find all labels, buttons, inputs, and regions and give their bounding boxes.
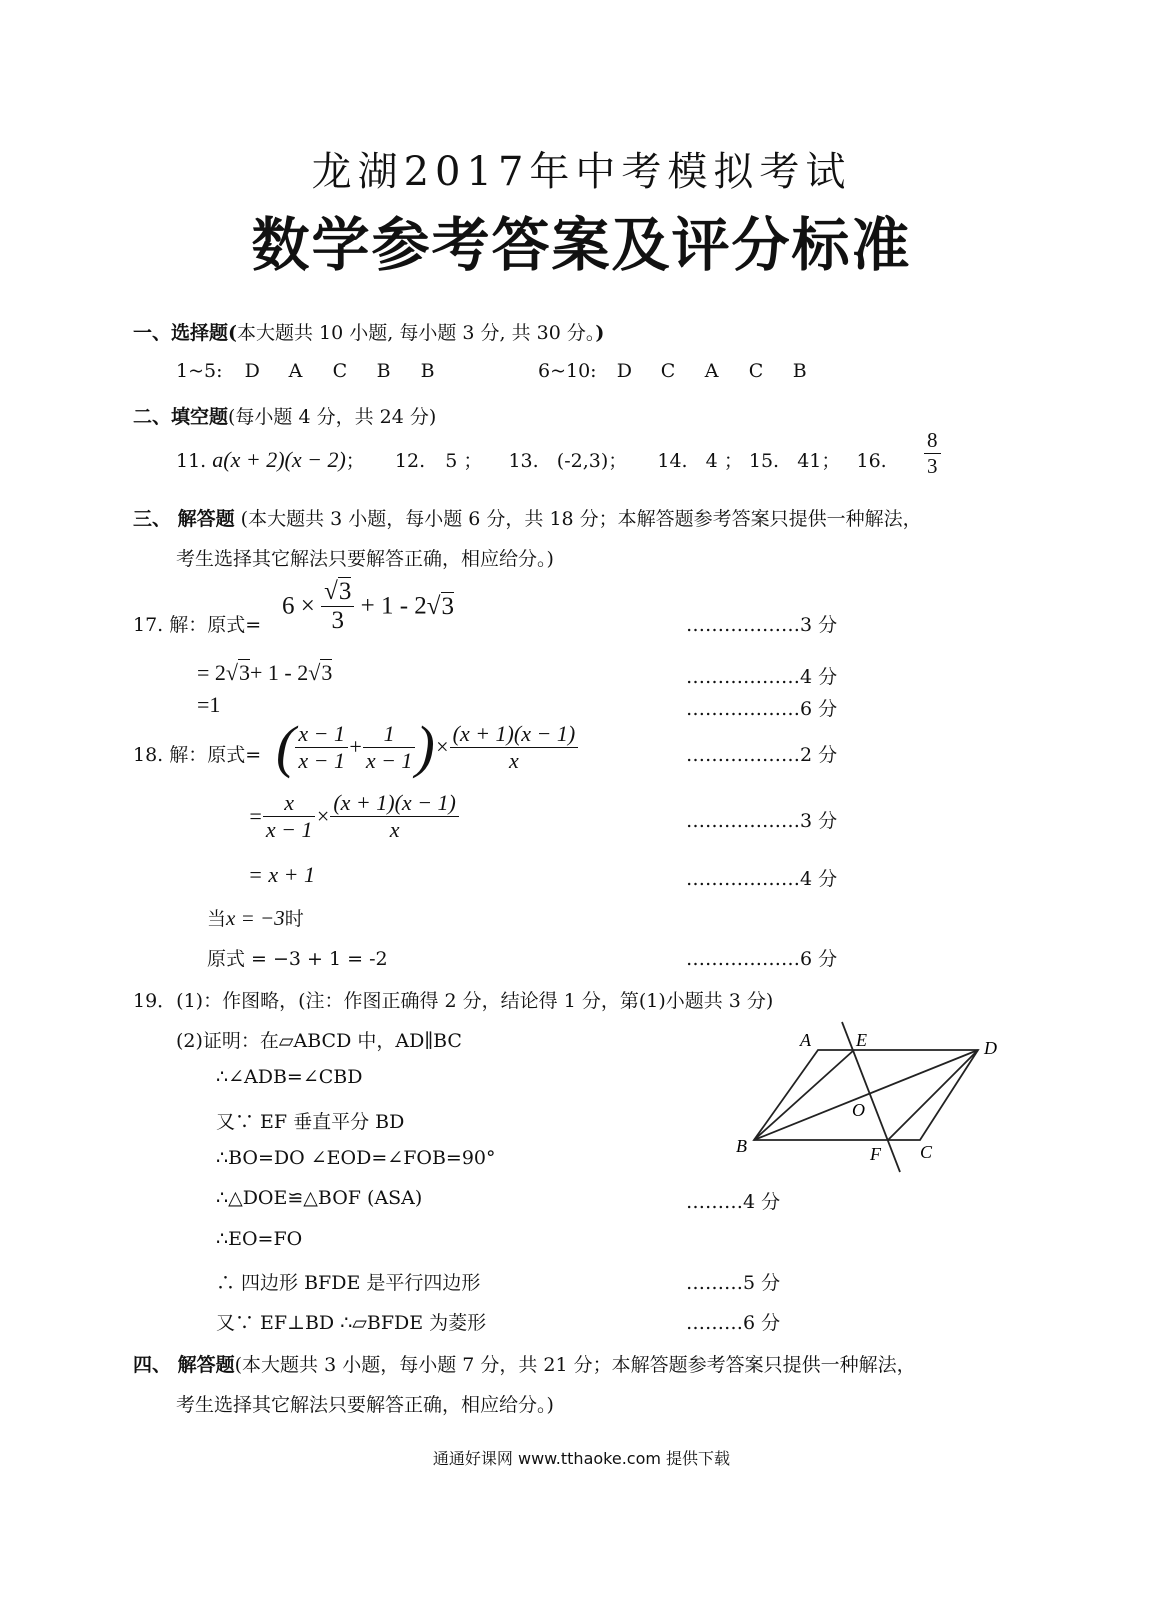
segment-be [754,1050,854,1140]
q17-term: 6 × [282,592,315,620]
parallelogram-figure [720,1010,1020,1190]
q12-answer: 5 [445,450,458,472]
sqrt-symbol: √3 [324,578,352,605]
q18-line-1: ( $\frac{x - 1}{x - 1}$ + $\frac{1}{x - 1}$ )× $\frac{(x + 1)(x - 1)}{x}$ [276,718,578,776]
q19-line-7: ∴EO=FO [216,1228,303,1250]
q17-line-1: 6 × $\frac{√3}{3}$ + 1 - 2√3 [282,578,455,634]
q18-score-2: ………………3 分 [686,810,838,832]
answer-3: C [332,360,348,382]
sqrt-symbol: √3 [308,660,333,685]
q11-answer: a(x + 2)(x − 2) [212,447,346,472]
section-3-desc-2: 考生选择其它解法只要解答正确，相应给分。) [176,548,554,570]
section-3-title: 三、 解答题 [133,508,235,530]
q18-score-4: ………………6 分 [686,948,838,970]
q14-answer: 4 [705,450,718,472]
document-subtitle: 数学参考答案及评分标准 [251,211,912,279]
document-title: 龙湖2017年中考模拟考试 [311,149,852,195]
separator: ； [463,450,483,472]
q19-score-3: ………6 分 [686,1312,781,1334]
q12-number: 12. [394,450,426,472]
answers-1-5-label: 1~5: [176,360,223,382]
q19-line-5: ∴BO=DO ∠EOD=∠FOB=90° [216,1147,496,1169]
q19-line-2: (2)证明：在▱ABCD 中，AD∥BC [176,1030,462,1052]
q18-number: 18. [133,744,164,766]
q13-number: 13. [508,450,539,472]
label-e: E [856,1030,867,1050]
sqrt-symbol: √3 [225,660,250,685]
answer-10: B [792,360,807,382]
answer-8: A [704,360,719,382]
label-a: A [800,1030,811,1050]
label-d: D [984,1038,997,1058]
q19-line-9: 又∵ EF⊥BD ∴▱BFDE 为菱形 [216,1312,487,1334]
q15-answer: 41 [797,450,822,472]
answer-2: A [288,360,303,382]
q18-line-4: 当x = −3时 [207,906,304,930]
section-4-title: 四、 解答题 [133,1354,235,1376]
q18-lead-text: 解：原式= [169,744,262,766]
q13-answer: (-2,3) [556,450,609,472]
q18-line-3: = x + 1 [248,862,315,887]
q17-score-1: ………………3 分 [686,614,838,636]
q17-lead [133,610,261,637]
q16-number: 16. [856,450,887,472]
answer-4: B [376,360,391,382]
q18-line-5: 原式 = −3 + 1 = -2 [207,948,388,970]
q16-numerator: 8 [927,428,938,452]
section-2-title: 二、填空题 [133,406,229,428]
label-b: B [736,1136,747,1156]
section-4-heading [133,1350,916,1377]
section-2-desc: (每小题 4 分，共 24 分) [228,406,437,428]
q19-line-3: ∴∠ADB=∠CBD [216,1066,363,1088]
q15-number: 15. [748,450,780,472]
section-4-desc-2: 考生选择其它解法只要解答正确，相应给分。) [176,1394,554,1416]
answer-5: B [420,360,435,382]
section-1-desc: 本大题共 10 小题, 每小题 3 分, 共 30 分。 [237,322,596,344]
fill-in-answers [176,446,887,473]
separator: ； [723,450,743,472]
q18-line-2: = $\frac{x}{x - 1}$ × $\frac{(x + 1)(x - 1)}{x}$ [248,790,459,843]
section-1-close: ) [595,322,605,344]
q17-line-2: = 2√3+ 1 - 2√3 [197,660,333,685]
q17-line-3: =1 [197,692,221,717]
section-3-heading [133,504,922,531]
q16-answer [924,428,941,479]
diagonal-bd [754,1050,978,1140]
segment-df [888,1050,978,1140]
section-3-desc-1: (本大题共 3 小题，每小题 6 分，共 18 分；本解答题参考答案只提供一种解法， [240,508,922,530]
sqrt-symbol: √3 [426,592,455,620]
answers-6-10 [538,360,837,382]
q19-line-4: 又∵ EF 垂直平分 BD [216,1111,405,1133]
label-f: F [870,1144,881,1164]
q16-denominator: 3 [924,453,941,479]
q11-number: 11. [176,450,207,472]
answer-6: D [616,360,632,382]
separator: ； [821,450,841,472]
q19-score-2: ………5 分 [686,1272,781,1294]
q19-line-8: ∴ 四边形 BFDE 是平行四边形 [216,1272,481,1294]
q14-number: 14. [657,450,688,472]
separator: ； [345,450,365,472]
q17-term: + 1 - 2 [360,592,427,620]
q19-line-1: 19．(1)：作图略，(注：作图正确得 2 分，结论得 1 分，第(1)小题共 3 分) [133,990,774,1012]
label-o: O [852,1100,865,1120]
answer-1: D [244,360,260,382]
q18-score-3: ………………4 分 [686,868,838,890]
q17-number: 17. [133,614,164,636]
answers-6-10-label: 6~10: [538,360,597,382]
section-1-title: 一、选择题( [133,322,237,344]
page-footer: 通通好课网 www.tthaoke.com 提供下载 [432,1449,731,1468]
q18-lead [133,740,261,767]
section-1-heading [133,318,604,345]
section-4-desc-1: (本大题共 3 小题，每小题 7 分，共 21 分；本解答题参考答案只提供一种解法， [234,1354,916,1376]
label-c: C [920,1142,933,1162]
q17-lead-text: 解：原式= [169,614,262,636]
q17-score-3: ………………6 分 [686,698,838,720]
q17-score-2: ………………4 分 [686,666,838,688]
answer-9: C [748,360,764,382]
section-2-heading [133,402,436,429]
q19-line-6: ∴△DOE≌△BOF (ASA) [216,1187,423,1209]
answers-1-5 [176,360,465,382]
separator: ； [608,450,628,472]
answer-7: C [660,360,676,382]
q19-score-1: ………4 分 [686,1191,781,1213]
q18-score-1: ………………2 分 [686,744,838,766]
